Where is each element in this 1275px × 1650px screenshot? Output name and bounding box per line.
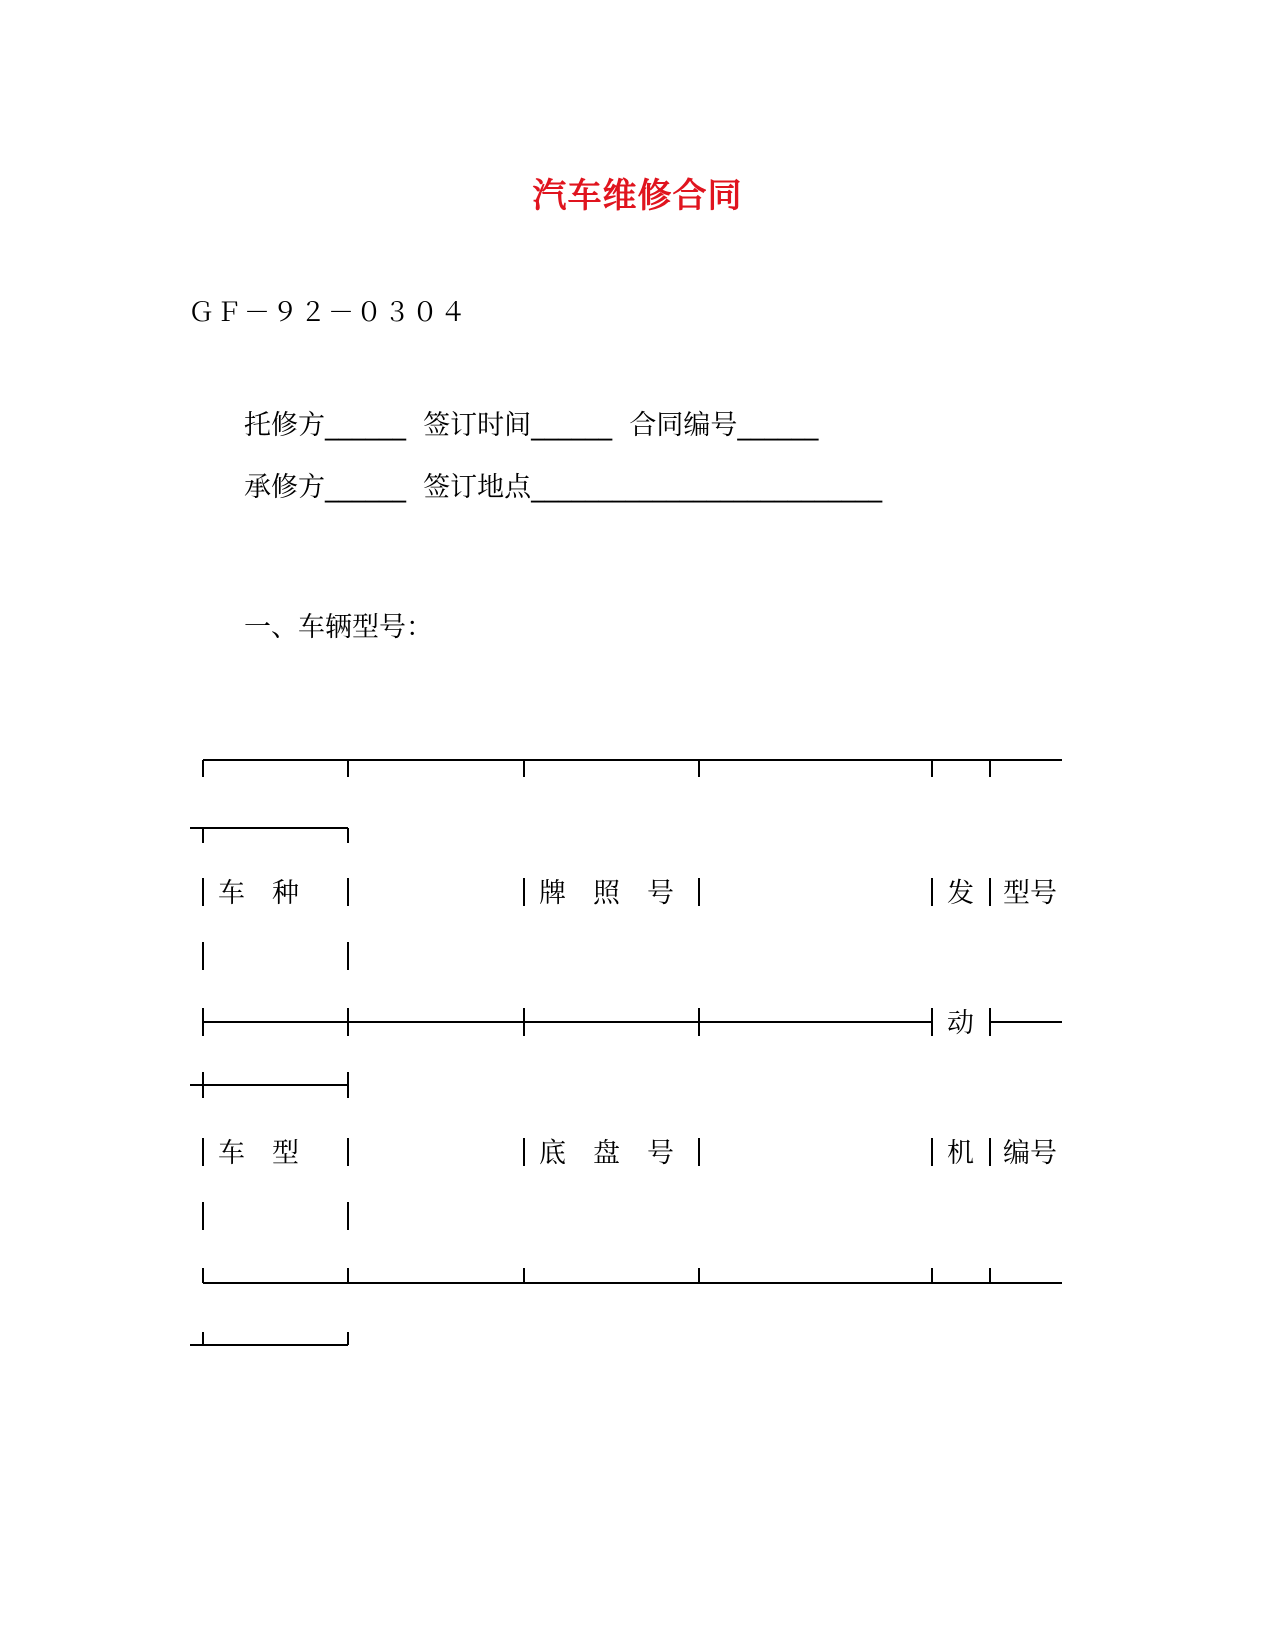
section-vehicle-model: 一、车辆型号：	[244, 612, 433, 643]
cell-engine-model-label: 型号	[1003, 878, 1057, 909]
cell-chassis-number-label: 底 盘 号	[539, 1138, 674, 1169]
table-lines	[190, 760, 1062, 1345]
cell-engine-char-3: 机	[947, 1138, 974, 1169]
cell-engine-char-1: 发	[947, 878, 974, 909]
form-code: ＧＦ－９２－０３０４	[188, 298, 469, 328]
header-line-1: 托修方______ 签订时间______ 合同编号______	[244, 410, 819, 441]
cell-engine-number-label: 编号	[1003, 1138, 1057, 1169]
cell-vehicle-type-label: 车 种	[218, 878, 299, 909]
document-title: 汽车维修合同	[532, 176, 743, 216]
cell-license-plate-label: 牌 照 号	[539, 878, 674, 909]
cell-engine-char-2: 动	[947, 1008, 974, 1039]
header-line-2: 承修方______ 签订地点__________________________	[244, 472, 883, 503]
cell-vehicle-model-label: 车 型	[218, 1138, 299, 1169]
